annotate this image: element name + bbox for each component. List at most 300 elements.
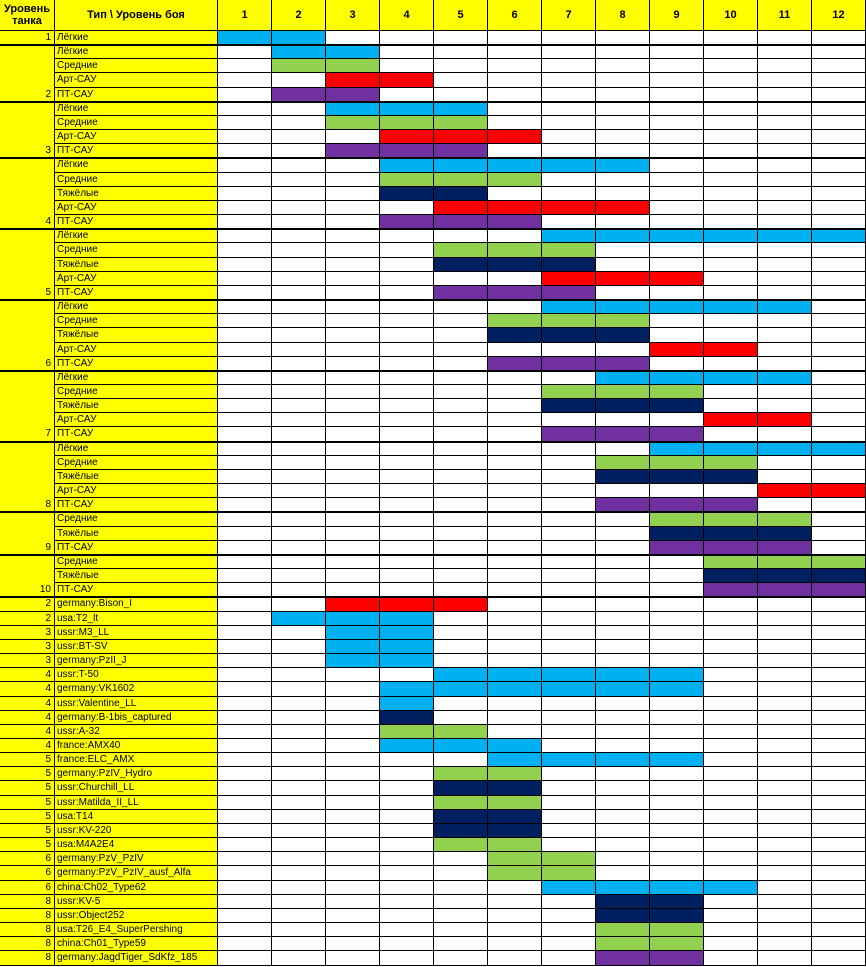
tier2-row3-level-11 [758,88,812,102]
tank-row-6-level-10 [704,682,758,696]
tier9-row0-level-7 [542,512,596,526]
tier6-row2-level-4 [380,328,434,342]
tank-row-5-level-12 [812,668,866,682]
tier7-row1-type: Средние [55,385,218,399]
tier2-row0-level-5 [434,45,488,59]
tier6-row2-level-9 [650,328,704,342]
tank-row-13-tier: 5 [0,781,55,795]
tier6-row1-level-4 [380,314,434,328]
tier2-row3-level-4 [380,88,434,102]
tier4-row1-level-9 [650,173,704,187]
tier3-row0-level-8 [596,102,650,116]
tier9-row2-level-3 [326,541,380,555]
tier7-row0-level-11 [758,371,812,385]
tank-row-4-level-12 [812,654,866,668]
tank-row-21-level-11 [758,895,812,909]
tank-row-17-level-11 [758,838,812,852]
tier3-row3-tier: 3 [0,144,55,158]
tier9-row1-level-5 [434,527,488,541]
tier5-row1-level-12 [812,243,866,257]
tank-row-2-level-11 [758,626,812,640]
tank-row-18-level-4 [380,852,434,866]
tank-row-14-level-4 [380,796,434,810]
tier5-row2-level-1 [218,258,272,272]
tier6-row4-level-2 [272,357,326,371]
tank-row-24-level-6 [488,937,542,951]
tier8-row4-level-10 [704,498,758,512]
tier4-row0-level-10 [704,158,758,172]
tank-row-22-level-10 [704,909,758,923]
tank-row-25-level-3 [326,951,380,965]
tier3-row1-level-7 [542,116,596,130]
tier6-row4-level-5 [434,357,488,371]
tier6-row3-tier [0,343,55,357]
tier2-row0-level-3 [326,45,380,59]
tier3-row2-level-5 [434,130,488,144]
tier3-row2-type: Арт-САУ [55,130,218,144]
tier5-row1-level-6 [488,243,542,257]
tier5-row4-level-9 [650,286,704,300]
tier7-row4-level-5 [434,427,488,441]
tier3-row0-level-5 [434,102,488,116]
tier1-row0-level-2 [272,31,326,45]
tier7-row1-level-5 [434,385,488,399]
tier10-row0-tier [0,555,55,569]
tier10-row1-type: Тяжёлые [55,569,218,583]
tier2-row3-level-12 [812,88,866,102]
tier7-row2-level-8 [596,399,650,413]
tank-row-24-level-8 [596,937,650,951]
tier8-row0-level-12 [812,442,866,456]
tank-row-6-level-2 [272,682,326,696]
tank-row-12-level-3 [326,767,380,781]
tier5-row3-level-12 [812,272,866,286]
tier4-row2-level-1 [218,187,272,201]
tier4-row3-level-12 [812,201,866,215]
tank-row-2-level-7 [542,626,596,640]
tier4-row1-level-3 [326,173,380,187]
tank-row-6-type: germany:VK1602 [55,682,218,696]
tank-row-8-level-3 [326,711,380,725]
tier7-row0-level-7 [542,371,596,385]
tier5-row2-level-12 [812,258,866,272]
tier6-row2-level-10 [704,328,758,342]
header-level-2: 2 [272,0,326,31]
tier2-row0-type: Лёгкие [55,45,218,59]
tank-row-2-level-2 [272,626,326,640]
tank-row-12-level-1 [218,767,272,781]
tank-row-20-level-4 [380,881,434,895]
tier6-row2-level-2 [272,328,326,342]
tank-row-11-level-9 [650,753,704,767]
tank-row-7-level-11 [758,697,812,711]
tank-row-20-level-12 [812,881,866,895]
header-level-7: 7 [542,0,596,31]
tier4-row0-divider [0,157,866,159]
tank-row-0-level-11 [758,597,812,611]
tier3-row1-level-4 [380,116,434,130]
tank-row-7-level-2 [272,697,326,711]
tier7-row2-type: Тяжёлые [55,399,218,413]
tier8-row3-type: Арт-САУ [55,484,218,498]
tank-row-16-level-12 [812,824,866,838]
tank-row-2-level-1 [218,626,272,640]
tier4-row2-level-6 [488,187,542,201]
tank-row-18-level-5 [434,852,488,866]
tank-row-11-level-8 [596,753,650,767]
tank-row-13-level-10 [704,781,758,795]
tier8-row1-level-6 [488,456,542,470]
tier4-row3-level-4 [380,201,434,215]
tier6-row4-level-1 [218,357,272,371]
tier3-row0-level-3 [326,102,380,116]
tier3-row3-level-12 [812,144,866,158]
tank-row-6-level-1 [218,682,272,696]
tank-row-8-level-8 [596,711,650,725]
tank-row-25-level-1 [218,951,272,965]
tier4-row2-level-10 [704,187,758,201]
tier6-row4-level-12 [812,357,866,371]
tank-row-23-level-9 [650,923,704,937]
tank-row-14-level-12 [812,796,866,810]
tier10-row1-level-6 [488,569,542,583]
tier7-row3-level-7 [542,413,596,427]
tier9-row0-level-8 [596,512,650,526]
tier7-row3-level-4 [380,413,434,427]
tier2-row3-level-3 [326,88,380,102]
tier6-row3-level-12 [812,343,866,357]
tier3-row1-level-3 [326,116,380,130]
tank-row-22-level-3 [326,909,380,923]
tier7-row3-level-11 [758,413,812,427]
tank-row-13-level-12 [812,781,866,795]
tank-row-0-level-10 [704,597,758,611]
tank-row-21-level-12 [812,895,866,909]
tank-row-18-tier: 6 [0,852,55,866]
tier8-row2-level-1 [218,470,272,484]
tier6-row3-level-2 [272,343,326,357]
tier8-row3-level-6 [488,484,542,498]
tank-row-18-level-7 [542,852,596,866]
tier4-row1-level-12 [812,173,866,187]
tier4-row2-tier [0,187,55,201]
tank-row-0-level-4 [380,597,434,611]
tier4-row1-level-2 [272,173,326,187]
tank-row-18-level-12 [812,852,866,866]
tier3-row0-level-7 [542,102,596,116]
tier3-row3-type: ПТ-САУ [55,144,218,158]
tier7-row2-level-9 [650,399,704,413]
tank-row-16-level-7 [542,824,596,838]
tank-row-15-level-6 [488,810,542,824]
tier6-row4-level-9 [650,357,704,371]
tank-row-4-tier: 3 [0,654,55,668]
tank-row-2-level-8 [596,626,650,640]
tier6-row3-level-8 [596,343,650,357]
tank-row-17-level-5 [434,838,488,852]
tier7-row0-divider [0,370,866,372]
tank-row-22-level-6 [488,909,542,923]
tier6-row2-type: Тяжёлые [55,328,218,342]
tank-row-23-level-1 [218,923,272,937]
tier5-row4-level-8 [596,286,650,300]
tank-row-3-level-2 [272,640,326,654]
tier3-row3-level-4 [380,144,434,158]
tier5-row3-level-11 [758,272,812,286]
tank-row-23-tier: 8 [0,923,55,937]
tank-row-19-level-6 [488,866,542,880]
tank-row-15-level-7 [542,810,596,824]
tank-row-22-level-5 [434,909,488,923]
tank-row-21-level-9 [650,895,704,909]
tier7-row1-level-12 [812,385,866,399]
header-level-1: 1 [218,0,272,31]
tank-row-7-level-4 [380,697,434,711]
tank-row-22-level-1 [218,909,272,923]
tier9-row1-level-4 [380,527,434,541]
tier9-row0-level-4 [380,512,434,526]
tier6-row0-type: Лёгкие [55,300,218,314]
tier10-row0-level-10 [704,555,758,569]
tank-row-16-type: ussr:KV-220 [55,824,218,838]
tank-row-24-level-2 [272,937,326,951]
tier6-row3-level-5 [434,343,488,357]
tank-row-24-level-3 [326,937,380,951]
tier8-row4-level-4 [380,498,434,512]
tank-row-14-level-11 [758,796,812,810]
tier6-row0-level-3 [326,300,380,314]
tank-row-1-level-5 [434,612,488,626]
tank-row-25-level-9 [650,951,704,965]
tank-row-24-level-11 [758,937,812,951]
tank-row-20-level-7 [542,881,596,895]
tier7-row3-level-1 [218,413,272,427]
tank-row-6-level-3 [326,682,380,696]
tier10-row2-level-1 [218,583,272,597]
tier8-row1-type: Средние [55,456,218,470]
tier5-row0-level-9 [650,229,704,243]
tier7-row2-level-2 [272,399,326,413]
tier4-row0-level-4 [380,158,434,172]
tier1-row0-level-8 [596,31,650,45]
tier8-row0-level-7 [542,442,596,456]
tier5-row3-level-5 [434,272,488,286]
tank-row-19-level-1 [218,866,272,880]
tank-row-9-level-4 [380,725,434,739]
tier3-row1-level-9 [650,116,704,130]
tier5-row0-level-11 [758,229,812,243]
tier6-row2-tier [0,328,55,342]
tier4-row4-level-4 [380,215,434,229]
tank-row-22-level-4 [380,909,434,923]
tier6-row1-tier [0,314,55,328]
tank-row-3-level-3 [326,640,380,654]
tier4-row3-level-6 [488,201,542,215]
tier3-row1-level-12 [812,116,866,130]
tier9-row0-level-12 [812,512,866,526]
tier4-row0-level-1 [218,158,272,172]
tier1-row0-level-5 [434,31,488,45]
tank-row-24-level-9 [650,937,704,951]
tier9-row2-type: ПТ-САУ [55,541,218,555]
tank-row-23-level-2 [272,923,326,937]
tank-row-7-type: ussr:Valentine_LL [55,697,218,711]
tier2-row1-level-10 [704,59,758,73]
tank-row-0-level-3 [326,597,380,611]
tier4-row1-level-8 [596,173,650,187]
tier8-row3-level-8 [596,484,650,498]
tank-row-14-type: ussr:Matilda_II_LL [55,796,218,810]
tier5-row4-level-3 [326,286,380,300]
tier10-row0-level-5 [434,555,488,569]
tank-row-19-level-11 [758,866,812,880]
tier9-row2-level-2 [272,541,326,555]
tank-row-10-level-10 [704,739,758,753]
tank-row-11-level-3 [326,753,380,767]
tank-row-3-level-8 [596,640,650,654]
tier5-row0-level-7 [542,229,596,243]
tank-row-6-tier: 4 [0,682,55,696]
tier2-row3-level-7 [542,88,596,102]
tank-row-19-level-7 [542,866,596,880]
tank-row-1-level-7 [542,612,596,626]
tank-row-5-level-6 [488,668,542,682]
tier9-row2-level-6 [488,541,542,555]
tier6-row1-level-7 [542,314,596,328]
tank-row-10-level-7 [542,739,596,753]
tier6-row3-level-3 [326,343,380,357]
tier3-row1-level-2 [272,116,326,130]
tier4-row2-level-3 [326,187,380,201]
tier10-row0-type: Средние [55,555,218,569]
tier9-row1-level-3 [326,527,380,541]
tier7-row0-level-3 [326,371,380,385]
tier5-row4-level-7 [542,286,596,300]
tank-row-1-type: usa:T2_lt [55,612,218,626]
tier3-row2-level-10 [704,130,758,144]
tier7-row2-level-3 [326,399,380,413]
tier9-row1-level-1 [218,527,272,541]
tier7-row1-level-8 [596,385,650,399]
tier2-row0-divider [0,44,866,46]
tank-row-8-level-1 [218,711,272,725]
tier3-row1-level-1 [218,116,272,130]
tier10-row1-level-3 [326,569,380,583]
tier7-row2-level-1 [218,399,272,413]
tier5-row4-level-4 [380,286,434,300]
tank-row-8-level-12 [812,711,866,725]
tier9-row0-level-3 [326,512,380,526]
tier7-row4-level-7 [542,427,596,441]
tank-row-19-tier: 6 [0,866,55,880]
tank-row-4-level-7 [542,654,596,668]
tier5-row0-level-2 [272,229,326,243]
tank-row-25-level-6 [488,951,542,965]
tank-row-18-type: germany:PzV_PzIV [55,852,218,866]
tier9-row2-level-8 [596,541,650,555]
tank-row-10-level-11 [758,739,812,753]
tank-row-25-level-2 [272,951,326,965]
tank-row-18-level-11 [758,852,812,866]
tier5-row1-level-5 [434,243,488,257]
tank-row-20-level-3 [326,881,380,895]
tank-row-18-level-10 [704,852,758,866]
tank-row-8-level-7 [542,711,596,725]
tank-row-2-level-5 [434,626,488,640]
tier1-row0-level-10 [704,31,758,45]
tier6-row0-level-5 [434,300,488,314]
tier5-row0-tier [0,229,55,243]
tank-row-11-level-10 [704,753,758,767]
tank-row-23-level-11 [758,923,812,937]
tier5-row4-level-10 [704,286,758,300]
tier7-row3-level-3 [326,413,380,427]
tier3-row2-level-4 [380,130,434,144]
tier9-row2-tier: 9 [0,541,55,555]
tier7-row1-level-6 [488,385,542,399]
tier7-row0-level-9 [650,371,704,385]
tier2-row0-level-10 [704,45,758,59]
tier10-row2-level-11 [758,583,812,597]
tier4-row4-level-7 [542,215,596,229]
tank-row-12-level-11 [758,767,812,781]
tank-row-12-tier: 5 [0,767,55,781]
tier4-row1-level-6 [488,173,542,187]
tank-row-24-level-4 [380,937,434,951]
tank-row-18-level-3 [326,852,380,866]
tier8-row4-level-9 [650,498,704,512]
tier9-row2-level-5 [434,541,488,555]
tier4-row4-level-5 [434,215,488,229]
tank-row-8-level-9 [650,711,704,725]
tank-row-0-level-9 [650,597,704,611]
tier8-row0-level-4 [380,442,434,456]
tank-row-22-tier: 8 [0,909,55,923]
tier6-row1-level-12 [812,314,866,328]
tank-row-6-level-12 [812,682,866,696]
tier5-row1-level-3 [326,243,380,257]
tier8-row4-type: ПТ-САУ [55,498,218,512]
tier8-row0-level-5 [434,442,488,456]
tier2-row0-level-12 [812,45,866,59]
tier4-row3-tier [0,201,55,215]
tank-row-19-level-10 [704,866,758,880]
tank-row-18-level-1 [218,852,272,866]
tank-row-10-level-5 [434,739,488,753]
tank-row-14-level-10 [704,796,758,810]
tier3-row0-level-9 [650,102,704,116]
tank-row-10-level-9 [650,739,704,753]
tank-row-17-level-3 [326,838,380,852]
tier10-row2-level-9 [650,583,704,597]
tank-row-9-level-11 [758,725,812,739]
tank-row-7-level-3 [326,697,380,711]
tier6-row2-level-8 [596,328,650,342]
tier8-row0-level-10 [704,442,758,456]
tier4-row2-type: Тяжёлые [55,187,218,201]
tier10-row2-type: ПТ-САУ [55,583,218,597]
tier4-row3-level-10 [704,201,758,215]
tier4-row2-level-11 [758,187,812,201]
tier4-row3-level-11 [758,201,812,215]
tank-row-19-level-4 [380,866,434,880]
tank-row-10-level-1 [218,739,272,753]
tank-row-14-level-5 [434,796,488,810]
tier6-row1-level-3 [326,314,380,328]
tier4-row3-type: Арт-САУ [55,201,218,215]
tier10-row2-level-12 [812,583,866,597]
tier2-row1-level-5 [434,59,488,73]
